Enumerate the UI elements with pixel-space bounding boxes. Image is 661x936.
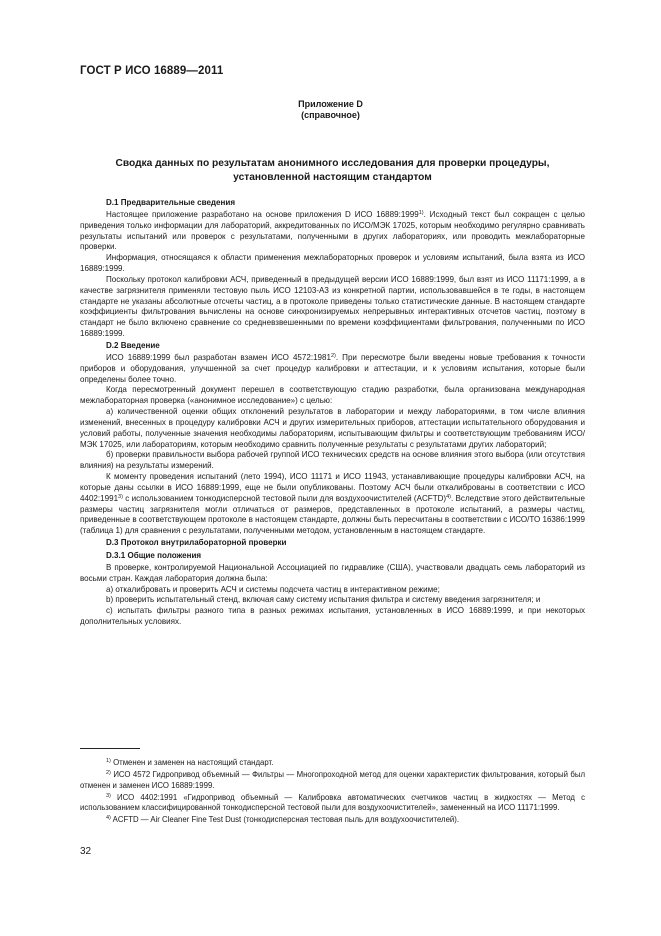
paragraph	[80, 353, 585, 386]
paragraph-text: с использованием тонкодисперсной тестовой пыли для воздухоочистителей (ACFTD)	[122, 493, 447, 503]
list-item: b) проверить испытательный стенд, включая саму систему испытания фильтра и систему введения загрязнителя; и	[106, 595, 541, 605]
paragraph-text: К моменту проведения испытаний (лето 1994), ИСО 11171 и ИСО 11943, устанавливающие процедуры калибровки АСЧ, на которые даны ссылки в ИСО 16889:1999, еще не были опубликованы. Поэтому АСЧ были откалиброваны в соответствии с ИСО 4402:1991	[80, 472, 585, 503]
title-line-1: Сводка данных по результатам анонимного исследования для проверки процедуры,	[115, 158, 550, 169]
paragraph: Когда пересмотренный документ перешел в соответствующую стадию разработки, была организована международная межлабораторная проверка («анонимное исследование») с целью:	[80, 385, 585, 406]
footnote	[80, 758, 585, 769]
list-item: б) проверки правильности выбора рабочей группой ИСО технических средств на основе влияния этого выбора (или отсутствия влияния) на результаты измерений.	[80, 450, 585, 471]
paragraph: В проверке, контролируемой Национальной Ассоциацией по гидравлике (США), участвовали двадцать семь лабораторий из восьми стран. Каждая лаборатория должна была:	[80, 562, 585, 583]
footnote	[80, 793, 585, 814]
section-heading-d2: D.2 Введение	[106, 340, 160, 350]
list-item: а) количественной оценки общих отклонений результатов в лаборатории и между лабораториями, в том числе влияния изменений, внесенных в процедуру калибровки АСЧ и других измерительных приборов, аттестации испытательного оборудования и условий работы, полученные значения необходимы лабораториям, испытывающим фильтры и соответствующим требованиям ИСО/МЭК 17025, или лабораториям, которым необходимо сравнить полученные результаты с результатами других лабораторий;	[80, 407, 585, 449]
appendix-label: Приложение D	[298, 99, 363, 109]
paragraph-text: ИСО 16889:1999 был разработан взамен ИСО 4572:1981	[106, 352, 331, 362]
title-line-2: установленной настоящим стандартом	[233, 171, 432, 183]
footnote-text: ИСО 4402:1991 «Гидропривод объемный — Калибровка автоматических счетчиков частиц в жидкостях — Метод с использованием классифицированной тонкодисперсной тестовой пыли для воздухоочистителей», замененный на ИСО 11171:1999.	[80, 792, 585, 812]
paragraph-text: . Вследствие этого действительные размеры частиц загрязнителя могли отличаться от размеров, представленных в протоколе испытаний, а размеры частиц, приведенные в соответствующем протоколе в настоящем стандарте, должны быть пересчитаны в соответствии с ИСО/ТО 16386:1999 (таблица 1) для сравнения с результатами, полученными методом, установленным в настоящем стандарте.	[80, 493, 586, 536]
footnote-text: ACFTD — Air Cleaner Fine Test Dust (тонкодисперсная тестовая пыль для воздухоочистителей).	[112, 815, 460, 824]
footnote-mark: 3)	[106, 792, 111, 799]
footnote	[80, 770, 585, 791]
page-number: 32	[80, 846, 92, 857]
body-text	[80, 197, 585, 628]
footnote	[80, 815, 585, 826]
paragraph: Информация, относящаяся к области применения межлабораторных проверок и условиям испытаний, была взята из ИСО 16889:1999.	[80, 253, 585, 274]
appendix-type: (справочное)	[301, 110, 360, 120]
footnotes	[80, 758, 585, 827]
paragraph-text: . Исходный текст был сокращен с целью приведения только информации для лабораторий, аккредитованных по ИСО/МЭК 17025, которым необходимо регулярно сравнивать результаты испытаний или проверок с результатами, полученными в других лабораториях, или проводить межлабораторные проверки.	[80, 209, 585, 252]
paragraph	[80, 472, 585, 537]
footnote-ref: 3)	[118, 493, 123, 500]
footnote-text: ИСО 4572 Гидропривод объемный — Фильтры — Многопроходной метод для оценки характеристик фильтрования, который был отменен и заменен ИСО 16889:1999.	[80, 770, 586, 790]
footnote-text: Отменен и заменен на настоящий стандарт.	[113, 758, 274, 767]
footnote-mark: 4)	[106, 815, 111, 821]
footnote-mark: 1)	[106, 758, 111, 764]
paragraph	[80, 210, 585, 253]
footnote-ref: 2)	[330, 352, 336, 359]
page-title	[80, 157, 585, 184]
footnote-ref: 4)	[446, 493, 451, 500]
footnote-mark: 2)	[106, 770, 111, 776]
paragraph-text: . При пересмотре были введены новые требования к точности приборов и оборудования, улучшенной за счет процедур калибровки и аттестации, и к условиям испытания, которые были определены более точно.	[80, 352, 585, 384]
footnote-ref: 1)	[418, 209, 424, 216]
footnote-divider	[80, 748, 140, 749]
paragraph: Поскольку протокол калибровки АСЧ, приведенный в предыдущей версии ИСО 16889:1999, был взят из ИСО 11171:1999, а в качестве загрязнителя применяли тестовую пыль ИСО 12103-A3 из конкретной партии, использовавшейся в те годы, в настоящем стандарте не указаны абсолютные отсчеты частиц, а в протоколе приведены только статистические данные. В настоящем стандарте коэффициенты фильтрования вычислены на основе синхронизируемых непрерывных интерактивных отсчетов частиц, поэтому в стандарт не было включено сравнение со средневзвешенными по времени коэффициентами фильтрования, полученными по ИСО 16889:1999.	[80, 274, 585, 339]
section-heading-d3: D.3 Протокол внутрилабораторной проверки	[106, 538, 287, 548]
section-heading-d31: D.3.1 Общие положения	[106, 551, 202, 560]
list-item: c) испытать фильтры разного типа в разных режимах испытания, установленных в ИСО 16889:1999, и при некоторых дополнительных условиях.	[80, 606, 585, 627]
list-item: а) откалибровать и проверить АСЧ и системы подсчета частиц в интерактивном режиме;	[106, 584, 440, 594]
paragraph-text: Настоящее приложение разработано на основе приложения D ИСО 16889:1999	[106, 209, 419, 219]
standard-header: ГОСТ Р ИСО 16889—2011	[80, 65, 224, 77]
section-heading-d1: D.1 Предварительные сведения	[106, 198, 236, 207]
